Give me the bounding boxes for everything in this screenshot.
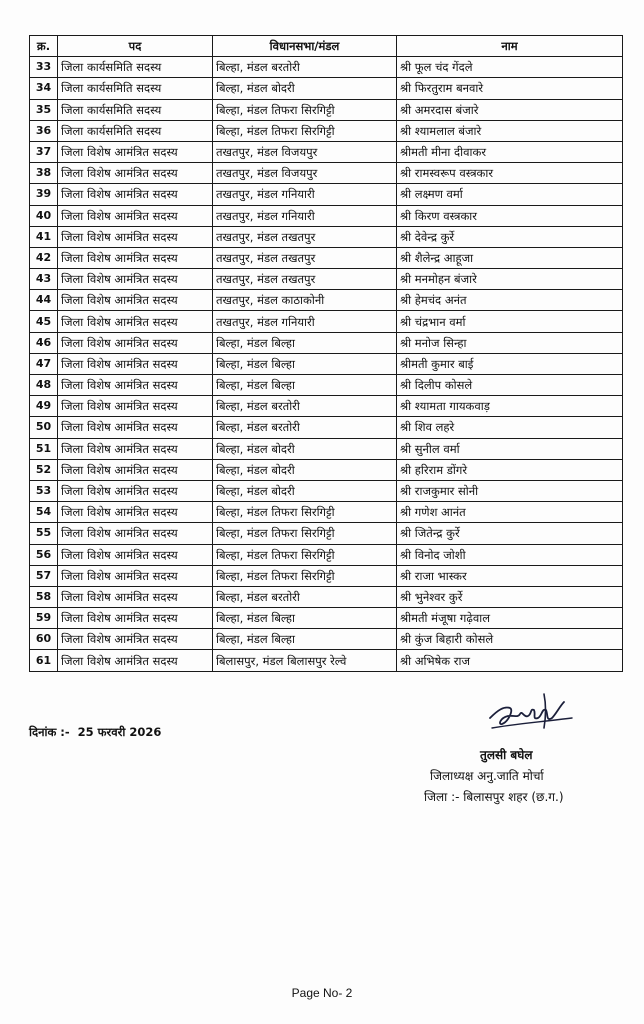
post-cell: जिला विशेष आमंत्रित सदस्य: [58, 141, 213, 162]
serial-cell: 52: [30, 459, 58, 480]
serial-cell: 53: [30, 480, 58, 501]
page-number: Page No- 2: [291, 986, 353, 1000]
table-row: [30, 247, 623, 268]
name-cell: श्री हेमचंद अनंत: [397, 290, 623, 311]
serial-cell: 40: [30, 205, 58, 226]
serial-cell: 35: [30, 99, 58, 120]
name-cell: श्री जितेन्द्र कुर्रे: [397, 523, 623, 544]
table-row: [30, 417, 623, 438]
serial-cell: 45: [30, 311, 58, 332]
serial-cell: 61: [30, 650, 58, 671]
post-cell: जिला विशेष आमंत्रित सदस्य: [58, 417, 213, 438]
table-row: [30, 120, 623, 141]
name-cell: श्री श्यामलाल बंजारे: [397, 120, 623, 141]
constituency-cell: बिल्हा, मंडल तिफरा सिरगिट्टी: [213, 544, 397, 565]
post-cell: जिला विशेष आमंत्रित सदस्य: [58, 650, 213, 671]
post-cell: जिला कार्यसमिति सदस्य: [58, 120, 213, 141]
post-cell: जिला विशेष आमंत्रित सदस्य: [58, 226, 213, 247]
name-cell: श्री फूल चंद गेंदले: [397, 57, 623, 78]
serial-cell: 55: [30, 523, 58, 544]
signatory-name: तुलसी बघेल: [480, 748, 533, 762]
name-cell: श्री राजकुमार सोनी: [397, 480, 623, 501]
constituency-cell: बिल्हा, मंडल बिल्हा: [213, 629, 397, 650]
post-cell: जिला विशेष आमंत्रित सदस्य: [58, 247, 213, 268]
table-row: [30, 226, 623, 247]
post-cell: जिला विशेष आमंत्रित सदस्य: [58, 353, 213, 374]
serial-cell: 54: [30, 502, 58, 523]
name-cell: श्री फिरतुराम बनवारे: [397, 78, 623, 99]
name-cell: श्रीमती कुमार बाई: [397, 353, 623, 374]
name-cell: श्री विनोद जोशी: [397, 544, 623, 565]
post-cell: जिला विशेष आमंत्रित सदस्य: [58, 332, 213, 353]
constituency-cell: बिल्हा, मंडल बिल्हा: [213, 608, 397, 629]
constituency-cell: बिल्हा, मंडल तिफरा सिरगिट्टी: [213, 565, 397, 586]
table-row: [30, 650, 623, 671]
signatory-block: [420, 745, 620, 808]
constituency-cell: बिलासपुर, मंडल बिलासपुर रेल्वे: [213, 650, 397, 671]
date-value: 25 फरवरी 2026: [77, 725, 162, 739]
post-cell: जिला विशेष आमंत्रित सदस्य: [58, 480, 213, 501]
serial-cell: 38: [30, 163, 58, 184]
post-cell: जिला विशेष आमंत्रित सदस्य: [58, 290, 213, 311]
post-cell: जिला विशेष आमंत्रित सदस्य: [58, 608, 213, 629]
constituency-cell: बिल्हा, मंडल बोदरी: [213, 78, 397, 99]
serial-cell: 36: [30, 120, 58, 141]
constituency-cell: तखतपुर, मंडल विजयपुर: [213, 141, 397, 162]
constituency-cell: बिल्हा, मंडल तिफरा सिरगिट्टी: [213, 502, 397, 523]
serial-cell: 34: [30, 78, 58, 99]
post-cell: जिला विशेष आमंत्रित सदस्य: [58, 544, 213, 565]
table-row: [30, 163, 623, 184]
table-row: [30, 375, 623, 396]
name-cell: श्री मनमोहन बंजारे: [397, 269, 623, 290]
name-cell: श्रीमती मीना दीवाकर: [397, 141, 623, 162]
name-cell: श्री कुंज बिहारी कोसले: [397, 629, 623, 650]
header-name: नाम: [397, 36, 623, 57]
signatory-district: जिला :- बिलासपुर शहर (छ.ग.): [424, 790, 564, 804]
members-table: [29, 35, 623, 672]
serial-cell: 58: [30, 586, 58, 607]
constituency-cell: बिल्हा, मंडल बरतोरी: [213, 586, 397, 607]
table-header-row: [30, 36, 623, 57]
serial-cell: 57: [30, 565, 58, 586]
name-cell: श्री अमरदास बंजारे: [397, 99, 623, 120]
date-line: [29, 725, 161, 740]
serial-cell: 59: [30, 608, 58, 629]
post-cell: जिला विशेष आमंत्रित सदस्य: [58, 184, 213, 205]
constituency-cell: बिल्हा, मंडल बरतोरी: [213, 396, 397, 417]
constituency-cell: बिल्हा, मंडल बोदरी: [213, 459, 397, 480]
name-cell: श्री रामस्वरूप वस्त्रकार: [397, 163, 623, 184]
serial-cell: 51: [30, 438, 58, 459]
constituency-cell: बिल्हा, मंडल बोदरी: [213, 480, 397, 501]
name-cell: श्री दिलीप कोसले: [397, 375, 623, 396]
name-cell: श्री मनोज सिन्हा: [397, 332, 623, 353]
name-cell: श्री लक्ष्मण वर्मा: [397, 184, 623, 205]
name-cell: श्री हरिराम डोंगरे: [397, 459, 623, 480]
serial-cell: 43: [30, 269, 58, 290]
constituency-cell: तखतपुर, मंडल तखतपुर: [213, 226, 397, 247]
post-cell: जिला विशेष आमंत्रित सदस्य: [58, 629, 213, 650]
name-cell: श्री शैलेन्द्र आहूजा: [397, 247, 623, 268]
name-cell: श्री चंद्रभान वर्मा: [397, 311, 623, 332]
post-cell: जिला विशेष आमंत्रित सदस्य: [58, 502, 213, 523]
serial-cell: 49: [30, 396, 58, 417]
table-row: [30, 290, 623, 311]
post-cell: जिला विशेष आमंत्रित सदस्य: [58, 269, 213, 290]
post-cell: जिला विशेष आमंत्रित सदस्य: [58, 438, 213, 459]
name-cell: श्री श्यामता गायकवाड़: [397, 396, 623, 417]
post-cell: जिला कार्यसमिति सदस्य: [58, 99, 213, 120]
table-row: [30, 544, 623, 565]
name-cell: श्री किरण वस्त्रकार: [397, 205, 623, 226]
serial-cell: 50: [30, 417, 58, 438]
table-row: [30, 565, 623, 586]
table-row: [30, 438, 623, 459]
post-cell: जिला विशेष आमंत्रित सदस्य: [58, 523, 213, 544]
serial-cell: 60: [30, 629, 58, 650]
serial-cell: 33: [30, 57, 58, 78]
name-cell: श्री देवेन्द्र कुर्रे: [397, 226, 623, 247]
serial-cell: 56: [30, 544, 58, 565]
header-constituency: विधानसभा/मंडल: [213, 36, 397, 57]
table-row: [30, 205, 623, 226]
table-row: [30, 459, 623, 480]
constituency-cell: बिल्हा, मंडल बरतोरी: [213, 417, 397, 438]
name-cell: श्री अभिषेक राज: [397, 650, 623, 671]
date-label: दिनांक :-: [29, 725, 70, 739]
table-row: [30, 311, 623, 332]
post-cell: जिला विशेष आमंत्रित सदस्य: [58, 586, 213, 607]
table-row: [30, 353, 623, 374]
constituency-cell: बिल्हा, मंडल बिल्हा: [213, 332, 397, 353]
constituency-cell: तखतपुर, मंडल काठाकोनी: [213, 290, 397, 311]
table-row: [30, 608, 623, 629]
table-row: [30, 269, 623, 290]
post-cell: जिला विशेष आमंत्रित सदस्य: [58, 459, 213, 480]
post-cell: जिला विशेष आमंत्रित सदस्य: [58, 396, 213, 417]
signatory-designation: जिलाध्यक्ष अनु.जाति मोर्चा: [430, 769, 544, 783]
post-cell: जिला विशेष आमंत्रित सदस्य: [58, 311, 213, 332]
constituency-cell: बिल्हा, मंडल तिफरा सिरगिट्टी: [213, 99, 397, 120]
table-row: [30, 57, 623, 78]
constituency-cell: तखतपुर, मंडल तखतपुर: [213, 247, 397, 268]
serial-cell: 48: [30, 375, 58, 396]
serial-cell: 46: [30, 332, 58, 353]
constituency-cell: तखतपुर, मंडल विजयपुर: [213, 163, 397, 184]
table-row: [30, 586, 623, 607]
table-row: [30, 629, 623, 650]
post-cell: जिला विशेष आमंत्रित सदस्य: [58, 163, 213, 184]
table-row: [30, 141, 623, 162]
table-body: [30, 57, 623, 671]
table-row: [30, 184, 623, 205]
table-row: [30, 396, 623, 417]
constituency-cell: बिल्हा, मंडल बिल्हा: [213, 353, 397, 374]
name-cell: श्री भुनेश्वर कुर्रे: [397, 586, 623, 607]
constituency-cell: तखतपुर, मंडल गनियारी: [213, 184, 397, 205]
table-row: [30, 332, 623, 353]
name-cell: श्री राजा भास्कर: [397, 565, 623, 586]
serial-cell: 39: [30, 184, 58, 205]
serial-cell: 37: [30, 141, 58, 162]
serial-cell: 41: [30, 226, 58, 247]
name-cell: श्री सुनील वर्मा: [397, 438, 623, 459]
post-cell: जिला विशेष आमंत्रित सदस्य: [58, 375, 213, 396]
header-serial: क्र.: [30, 36, 58, 57]
constituency-cell: तखतपुर, मंडल गनियारी: [213, 311, 397, 332]
table-row: [30, 99, 623, 120]
table-row: [30, 523, 623, 544]
table-row: [30, 480, 623, 501]
table-row: [30, 78, 623, 99]
serial-cell: 47: [30, 353, 58, 374]
constituency-cell: बिल्हा, मंडल बिल्हा: [213, 375, 397, 396]
constituency-cell: तखतपुर, मंडल गनियारी: [213, 205, 397, 226]
serial-cell: 44: [30, 290, 58, 311]
header-post: पद: [58, 36, 213, 57]
name-cell: श्री गणेश आनंत: [397, 502, 623, 523]
post-cell: जिला विशेष आमंत्रित सदस्य: [58, 205, 213, 226]
post-cell: जिला कार्यसमिति सदस्य: [58, 78, 213, 99]
post-cell: जिला विशेष आमंत्रित सदस्य: [58, 565, 213, 586]
table-row: [30, 502, 623, 523]
constituency-cell: बिल्हा, मंडल बोदरी: [213, 438, 397, 459]
name-cell: श्री शिव लहरे: [397, 417, 623, 438]
handwritten-signature: [484, 688, 580, 736]
constituency-cell: बिल्हा, मंडल तिफरा सिरगिट्टी: [213, 523, 397, 544]
serial-cell: 42: [30, 247, 58, 268]
name-cell: श्रीमती मंजूषा गढ़ेवाल: [397, 608, 623, 629]
constituency-cell: बिल्हा, मंडल तिफरा सिरगिट्टी: [213, 120, 397, 141]
constituency-cell: तखतपुर, मंडल तखतपुर: [213, 269, 397, 290]
post-cell: जिला कार्यसमिति सदस्य: [58, 57, 213, 78]
constituency-cell: बिल्हा, मंडल बरतोरी: [213, 57, 397, 78]
